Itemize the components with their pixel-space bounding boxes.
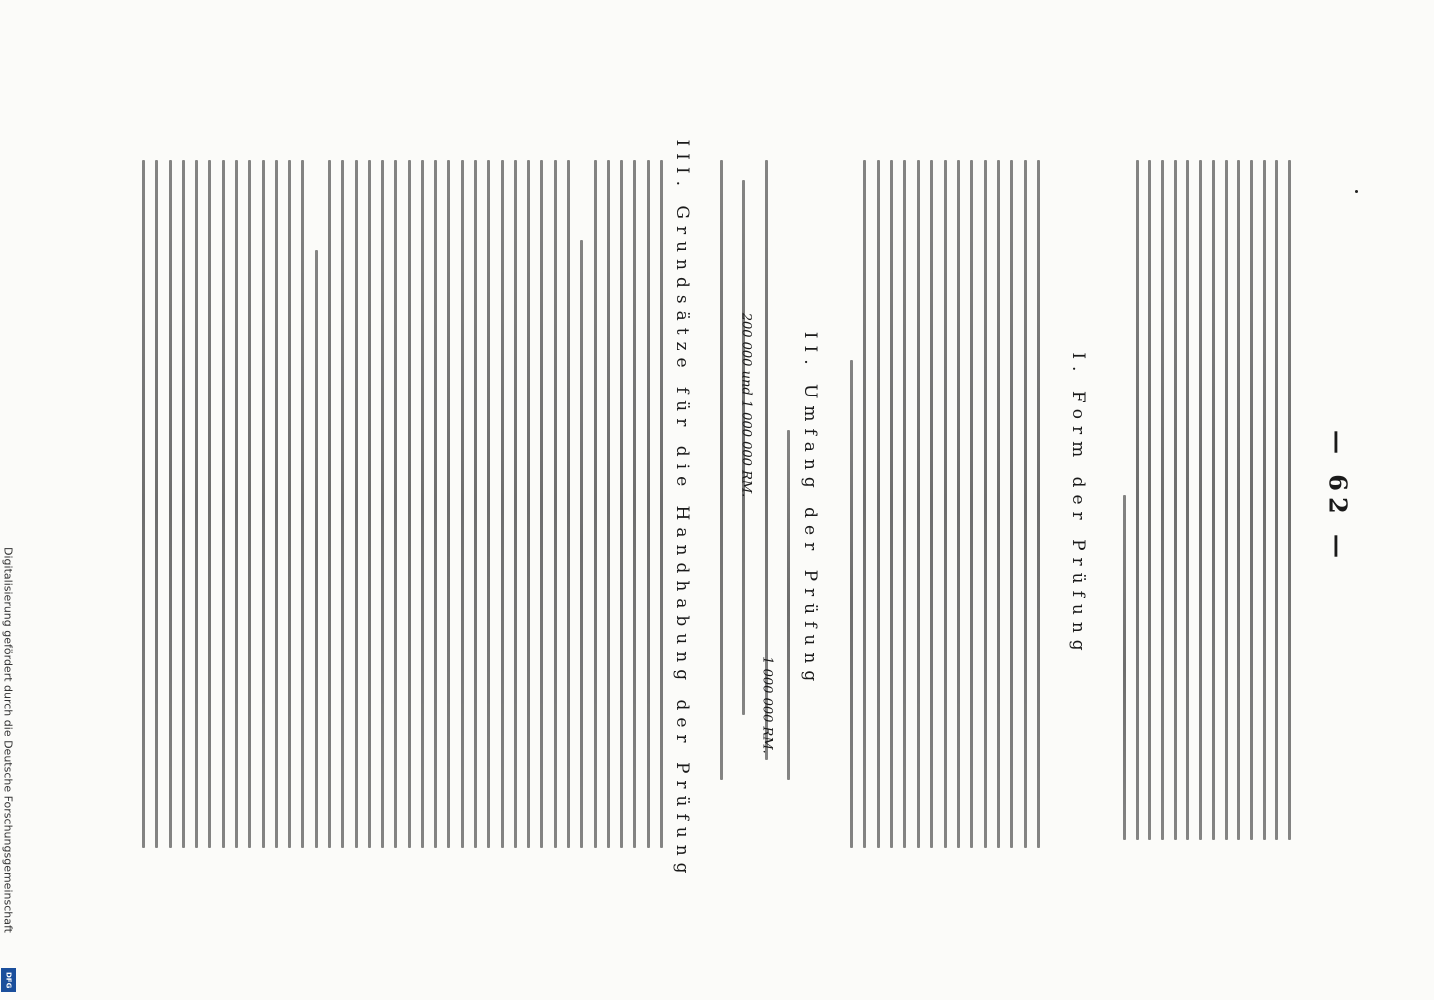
text-line [447,160,450,848]
text-line [633,160,636,848]
text-line [474,160,477,848]
text-line [863,160,866,848]
text-line [1010,160,1013,848]
text-line [355,160,358,848]
text-line [501,160,504,848]
text-line [182,160,185,848]
text-line [580,240,583,848]
amount-range: 200 000 und 1 000 000 RM. [738,312,754,498]
text-line [208,160,211,848]
text-line [787,430,790,780]
text-line [1037,160,1040,848]
text-line [262,160,265,848]
text-line [877,160,880,848]
text-line [527,160,530,848]
text-line [514,160,517,848]
text-line [195,160,198,848]
text-line [540,160,543,848]
text-line [984,160,987,848]
dfg-logo-icon: DFG [1,968,16,992]
digitization-credit: Digitalisierung gefördert durch die Deutsche Forschungsgemeinschaft [1,547,15,933]
text-line [970,160,973,848]
text-line [594,160,597,848]
text-line [142,160,145,848]
text-line [957,160,960,848]
section-heading-scope: II. Umfang der Prüfung [800,331,820,689]
text-line [890,160,893,848]
text-line [850,360,853,848]
text-line [1212,160,1215,840]
text-line [328,160,331,848]
amount-threshold: 1 000 000 RM. [759,656,775,754]
text-line [248,160,251,848]
text-line [341,160,344,848]
text-line [1186,160,1189,840]
scan-speck [1355,190,1358,193]
text-line [408,160,411,848]
text-line [1250,160,1253,840]
text-line [421,160,424,848]
text-line [1263,160,1266,840]
section-heading-form: I. Form der Prüfung [1068,352,1088,658]
text-line [461,160,464,848]
text-line [315,250,318,848]
text-line [381,160,384,848]
section-heading-principles: III. Grundsätze für die Handhabung der Prüfung [672,139,692,881]
text-line [235,160,238,848]
text-line [660,160,663,848]
text-line [1288,160,1291,840]
text-line [944,160,947,848]
text-line [487,160,490,848]
text-line [620,160,623,848]
text-line [903,160,906,848]
text-line [169,160,172,848]
text-line [288,160,291,848]
text-line [1148,160,1151,840]
text-line [222,160,225,848]
text-line [1275,160,1278,840]
text-line [554,160,557,848]
text-line [301,160,304,848]
text-line [1225,160,1228,840]
text-line [1174,160,1177,840]
text-line [1024,160,1027,848]
text-line [275,160,278,848]
text-line [917,160,920,848]
text-line [1161,160,1164,840]
text-line [155,160,158,848]
text-line [567,160,570,848]
text-line [434,160,437,848]
text-line [997,160,1000,848]
text-line [368,160,371,848]
text-line [930,160,933,848]
text-line [607,160,610,848]
text-line [1237,160,1240,840]
text-line [1199,160,1202,840]
text-line [1136,160,1139,840]
text-line [1123,495,1126,840]
text-line [720,160,723,780]
page-number: — 62 — [1323,429,1353,565]
text-line [647,160,650,848]
text-line [394,160,397,848]
